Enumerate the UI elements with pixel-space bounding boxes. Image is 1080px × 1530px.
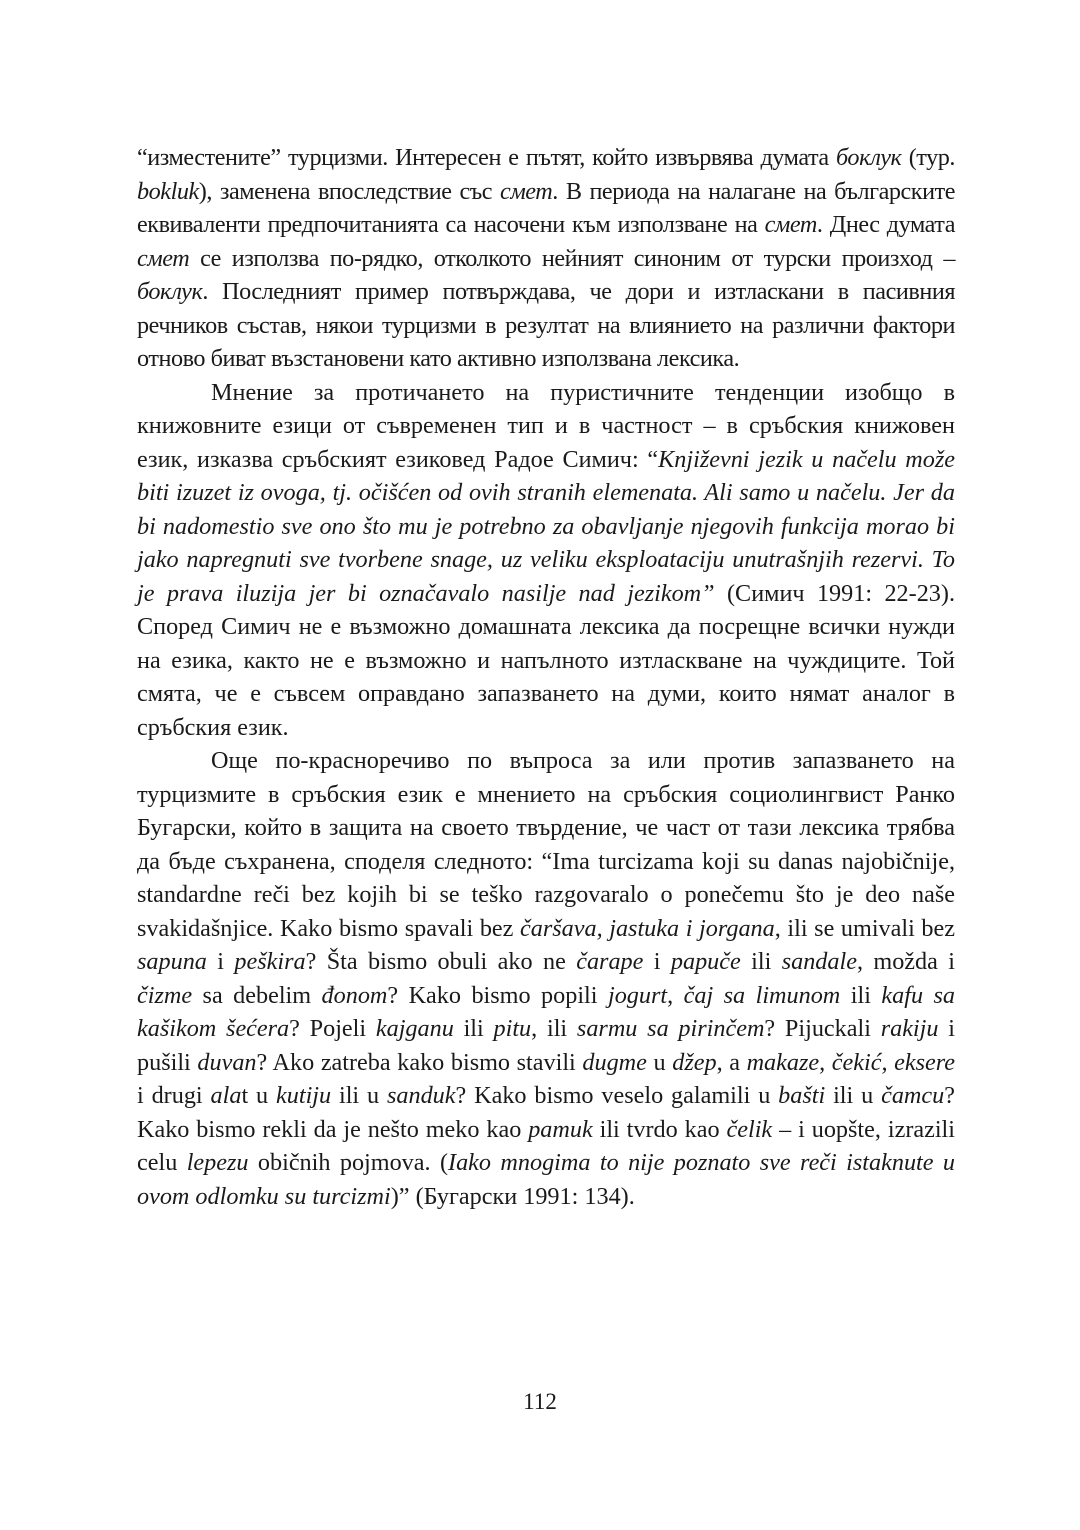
italic-run: смет [137, 244, 190, 272]
text-run: ? Ako zatreba kako bismo stavili [256, 1048, 583, 1076]
italic-run: kajganu [375, 1015, 454, 1042]
italic-run: đonom [321, 981, 388, 1009]
text-run: ili [740, 948, 782, 975]
italic-run: rakiju [880, 1015, 939, 1042]
text-run: i drugi [137, 1082, 211, 1109]
text-run: . В периода на налагане на българските еквиваленти предпочитанията са насочени към използване на [137, 177, 955, 238]
text-run: običnih pojmova. ( [248, 1149, 449, 1176]
italic-run: смет [500, 177, 553, 205]
italic-run: sarmu sa pirinčem [576, 1015, 765, 1042]
italic-run: čizme [137, 981, 193, 1009]
text-run: , ili se umivali bez [774, 914, 955, 942]
paragraph-3 [137, 744, 955, 1213]
text-run: . Днес думата [816, 211, 955, 238]
text-run: t u [241, 1082, 277, 1109]
text-run: (Симич 1991: 22-23). Според Симич не е възможно домашната лексика да посрещне всички нужди на езика, както не е възможно и напълното изтласкване на чуждиците. Той смята, че е съвсем оправдано запазването на думи, които нямат аналог в сръбския език. [137, 579, 955, 741]
text-run: ? Kako bismo rekli da je nešto meko kao [137, 1082, 955, 1143]
italic-run: makaze, čekić, eksere [746, 1048, 956, 1076]
italic-run: čaj sa limunom [683, 981, 841, 1009]
text-run: i [206, 948, 235, 975]
italic-run: bašti [778, 1082, 826, 1109]
italic-run: dugme [582, 1048, 647, 1076]
italic-run: čarape [576, 948, 644, 975]
italic-run: pamuk [528, 1115, 593, 1143]
text-run: Мнение за протичането на пуристичните тенденции изобщо в книжовните езици от съвременен тип и в частност – в сръбския книжовен език, изказва сръбският езиковед Радое Симич: “ [137, 378, 955, 473]
text-run: – i uopšte, izrazili celu [137, 1115, 955, 1176]
text-run: ili u [825, 1082, 882, 1109]
italic-run: čaršava, jastuka i jorgana [520, 914, 775, 942]
italic-run: sapuna [137, 948, 207, 975]
text-run: ? Pojeli [289, 1015, 376, 1042]
text-run: ili [453, 1015, 494, 1042]
italic-run: боклук [137, 278, 203, 305]
text-run: . Последният пример потвърждава, че дори и изтласкани в пасивния речников състав, някои турцизми в резултат на влиянието на различни фактори отново биват възстановени като активно използвана лексика. [137, 278, 955, 372]
italic-run: papuče [670, 948, 741, 975]
text-run: )” (Бугарски 1991: 134). [390, 1182, 635, 1210]
body-text [137, 141, 955, 1213]
text-run: ili [840, 981, 882, 1009]
text-run: ? Pijuckali [764, 1015, 881, 1042]
text-run: ), заменена впоследствие със [198, 177, 501, 205]
text-run: Още по-красноречиво по въпроса за или против запазването на турцизмите в сръбския език е мнението на сръбския социолингвист Ранко Бугарски, който в защита на своето твърдение, че част от тази лексика трябва да бъде съхранена, споделя следното: “Ima turcizama koji su danas najobičnije, standardne reči bez kojih bi se teško razgovaralo o ponečemu što je deo naše svakidašnjice. Kako bismo spavali bez [137, 747, 955, 942]
text-run: (тур. [901, 144, 955, 171]
text-run: ili u [331, 1082, 387, 1109]
italic-run: sandale [781, 948, 857, 975]
text-run: , a [716, 1048, 747, 1076]
text-run: ? Kako bismo popili [387, 981, 608, 1009]
italic-run: kafu sa kašikom šećera [137, 981, 956, 1042]
italic-run: džep [672, 1048, 717, 1076]
italic-run: jogurt [607, 981, 668, 1009]
italic-run: čelik [726, 1115, 773, 1143]
italic-run: ala [210, 1082, 242, 1109]
text-run: “изместените” турцизми. Интересен е пътят, който извървява думата [137, 144, 837, 171]
text-run: ili tvrdo kao [592, 1115, 727, 1143]
text-run: , [667, 981, 684, 1009]
italic-run: Iako mnogima to nije poznato sve reči istaknute u ovom odlomku su turcizmi [137, 1149, 956, 1210]
page-number: 112 [523, 1389, 557, 1414]
italic-run: kutiju [276, 1082, 332, 1109]
text-run: i [643, 948, 671, 975]
italic-run: смет [764, 211, 817, 238]
italic-run: sanduk [386, 1082, 456, 1109]
text-run: се използва по-рядко, отколкото нейният синоним от турски произход – [189, 244, 955, 272]
paragraph-1 [137, 141, 955, 376]
text-run: , možda i [856, 948, 955, 975]
text-run: sa debelim [192, 981, 322, 1009]
italic-run: čamcu [881, 1082, 945, 1109]
italic-run: pitu [493, 1015, 532, 1042]
italic-run: lepezu [186, 1149, 249, 1176]
text-run: , ili [531, 1015, 577, 1042]
italic-run: боклук [836, 144, 902, 171]
italic-run: duvan [197, 1048, 257, 1076]
italic-run: Književni jezik u načelu može biti izuzet iz ovoga, tj. očišćen od ovih stranih elemenata. Ali samo u načelu. Jer da bi nadomestio sve ono što mu je potrebno za obavljanje njegovih funkcija morao bi jako napregnuti sve tvorbene snage, uz veliku eksploataciju unutrašnjih rezervi. To je prava iluzija jer bi označavalo nasilje nad jezikom” [137, 445, 956, 607]
italic-run: bokluk [137, 177, 199, 205]
paragraph-2 [137, 376, 955, 745]
text-run: ? Kako bismo veselo galamili u [455, 1082, 779, 1109]
text-run: i pušili [137, 1015, 955, 1076]
text-run: ? Šta bismo obuli ako ne [305, 948, 577, 975]
italic-run: peškira [234, 948, 306, 975]
text-run: u [646, 1048, 673, 1076]
